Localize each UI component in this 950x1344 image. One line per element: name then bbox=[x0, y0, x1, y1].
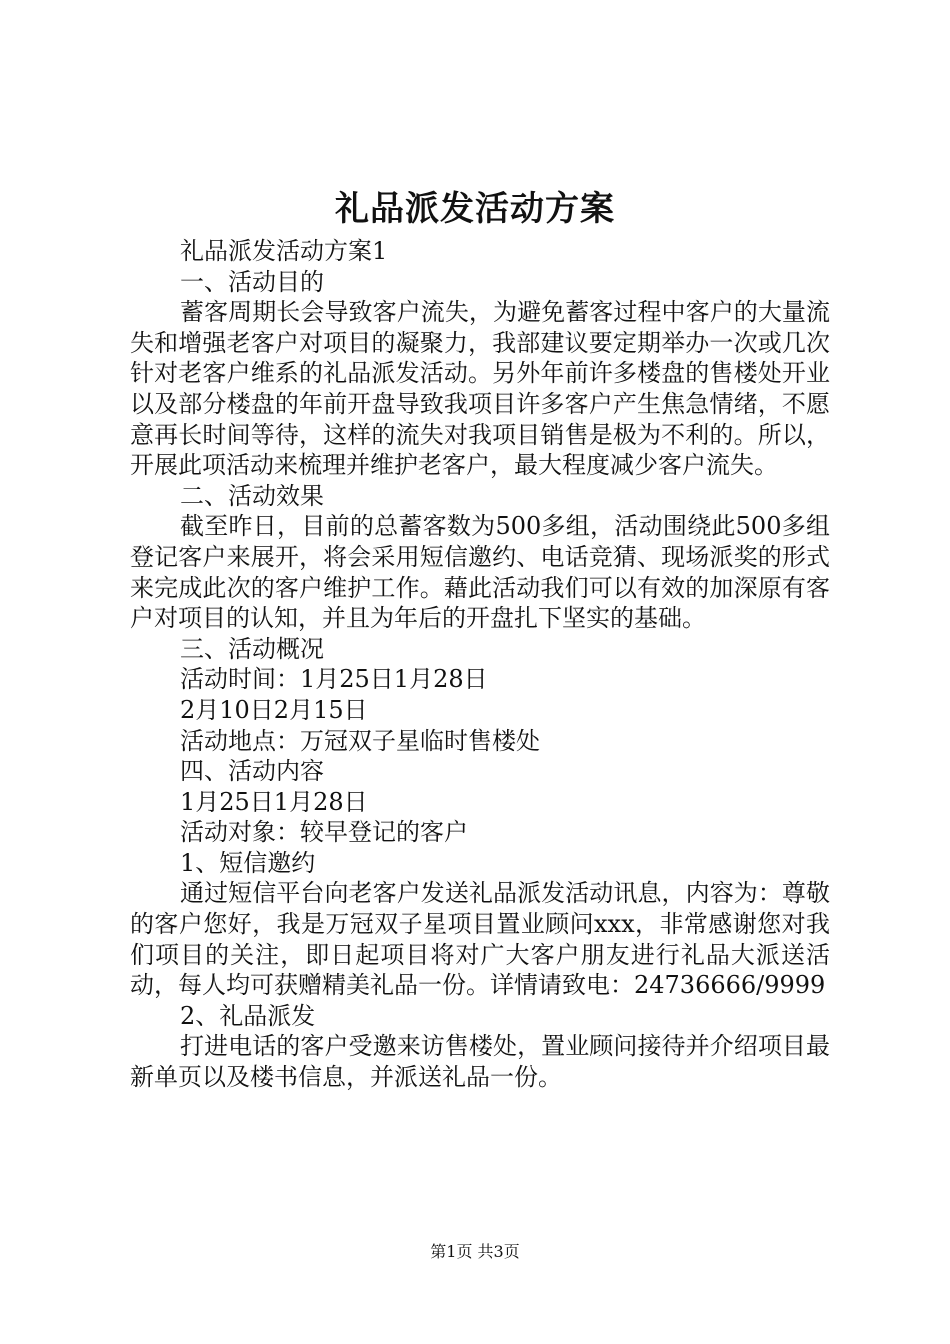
activity-time: 活动时间：1月25日1月28日 bbox=[180, 665, 488, 694]
section-heading-content: 四、活动内容 bbox=[180, 757, 324, 786]
document-body bbox=[130, 236, 830, 1093]
document-subtitle: 礼品派发活动方案1 bbox=[180, 237, 388, 265]
content-item-gift: 2、礼品派发 bbox=[180, 1001, 316, 1030]
activity-time-second: 2月10日2月15日 bbox=[180, 695, 368, 724]
content-item-sms-paragraph: 通过短信平台向老客户发送礼品派发活动讯息，内容为：尊敬的客户您好，我是万冠双子星项目置业顾问xxx，非常感谢您对我们项目的关注，即日起项目将对广大客户朋友进行礼品大派送活动，每人均可获赠精美礼品一份。详情请致电：24736666/9999 bbox=[130, 879, 830, 1000]
section-paragraph-purpose: 蓄客周期长会导致客户流失，为避免蓄客过程中客户的大量流失和增强老客户对项目的凝聚力，我部建议要定期举办一次或几次针对老客户维系的礼品派发活动。另外年前许多楼盘的售楼处开业以及部分楼盘的年前开盘导致我项目许多客户产生焦急情绪，不愿意再长时间等待，这样的流失对我项目销售是极为不利的。所以，开展此项活动来梳理并维护老客户，最大程度减少客户流失。 bbox=[130, 298, 830, 480]
document-title: 礼品派发活动方案 bbox=[335, 189, 615, 229]
content-item-gift-paragraph: 打进电话的客户受邀来访售楼处，置业顾问接待并介绍项目最新单页以及楼书信息，并派送礼品一份。 bbox=[130, 1032, 830, 1092]
section-paragraph-effect: 截至昨日，目前的总蓄客数为500多组，活动围绕此500多组登记客户来展开，将会采用短信邀约、电话竞猜、现场派奖的形式来完成此次的客户维护工作。藉此活动我们可以有效的加深原有客户对项目的认知，并且为年后的开盘扎下坚实的基础。 bbox=[130, 512, 830, 633]
content-item-sms: 1、短信邀约 bbox=[180, 848, 316, 877]
content-target: 活动对象：较早登记的客户 bbox=[180, 818, 468, 847]
section-heading-overview: 三、活动概况 bbox=[180, 634, 324, 663]
section-heading-purpose: 一、活动目的 bbox=[180, 267, 324, 296]
activity-place: 活动地点：万冠双子星临时售楼处 bbox=[180, 726, 540, 755]
section-heading-effect: 二、活动效果 bbox=[180, 481, 324, 510]
content-date: 1月25日1月28日 bbox=[180, 787, 368, 816]
page-footer: 第1页 共3页 bbox=[430, 1242, 520, 1261]
